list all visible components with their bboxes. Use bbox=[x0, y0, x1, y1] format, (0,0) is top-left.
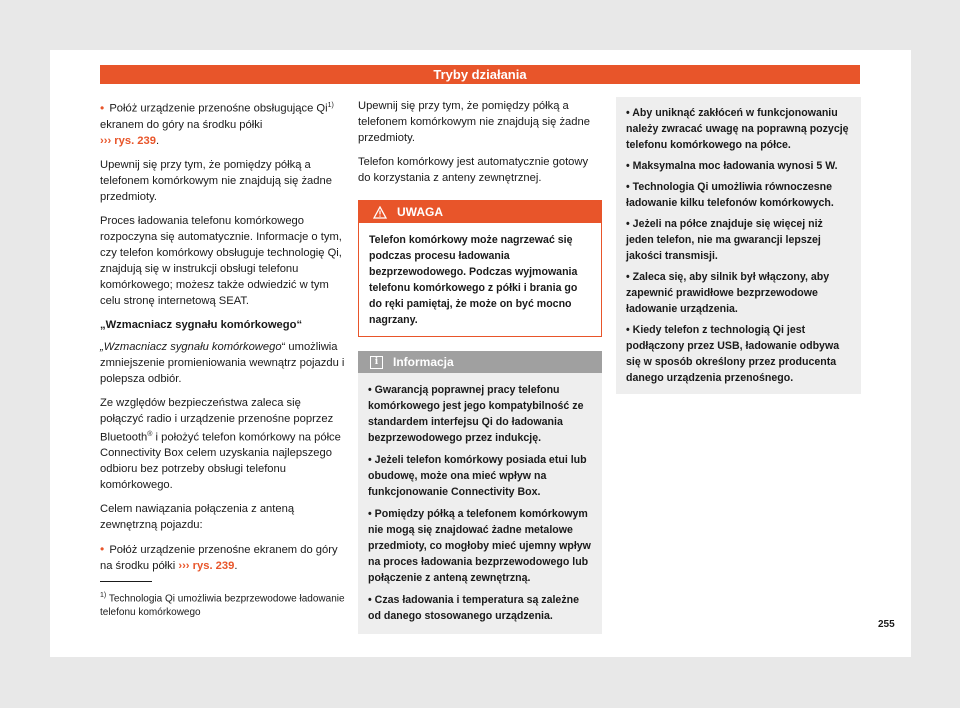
footnote-divider bbox=[100, 581, 152, 582]
figure-ref-link[interactable]: rys. 239 bbox=[114, 134, 156, 147]
column-right bbox=[616, 97, 861, 394]
info-bullet: • Czas ładowania i temperatura są zależne od danego stosowanego urządzenia. bbox=[368, 594, 579, 622]
bullet-dot-icon: • bbox=[100, 100, 105, 115]
info-header bbox=[358, 351, 602, 373]
paragraph-text: Upewnij się przy tym, że pomiędzy półką a telefonem komórkowym nie znajdują się żadne przedmioty. bbox=[358, 100, 590, 144]
paragraph-text: Upewnij się przy tym, że pomiędzy półką a telefonem komórkowym nie znajdują się żadne przedmioty. bbox=[100, 158, 332, 203]
paragraph-text: Ze względów bezpieczeństwa zaleca się połączyć radio i urządzenie przenośne poprzez Bluetooth® i położyć telefon komórkowy na półce Connectivity Box celem uzyskania najlepszego odbioru bez potrzeby obsługi telefonu komórkowego. bbox=[100, 396, 341, 492]
figure-ref-arrow[interactable]: ››› bbox=[178, 560, 190, 573]
info-bullet: • Jeżeli telefon komórkowy posiada etui lub obudowę, może ona mieć wpływ na funkcjonowanie Connectivity Box. bbox=[368, 454, 587, 498]
info-icon: i bbox=[370, 356, 383, 369]
figure-ref-link[interactable]: rys. 239 bbox=[192, 560, 235, 573]
note-bullet: • Maksymalna moc ładowania wynosi 5 W. bbox=[626, 160, 838, 172]
footnote-marker: 1) bbox=[100, 592, 107, 599]
info-bullet: • Pomiędzy półką a telefonem komórkowym nie mogą się znajdować żadne metalowe przedmioty, co mogłoby mieć ujemny wpływ na proces ładowania bezprzewodowego lub połączenie z anteną zewnętrzną. bbox=[368, 508, 591, 584]
column-left bbox=[100, 98, 345, 582]
note-bullet: • Aby uniknąć zakłóceń w funkcjonowaniu należy zwracać uwagę na poprawną pozycję telefonu komórkowego na półce. bbox=[626, 107, 849, 151]
paragraph-text: Telefon komórkowy jest automatycznie gotowy do korzystania z anteny zewnętrznej. bbox=[358, 156, 589, 184]
warning-title: UWAGA bbox=[397, 205, 443, 219]
note-bullet: • Kiedy telefon z technologią Qi jest podłączony przez USB, ładowanie odbywa się w sposób określony przez producenta danego urządzenia przenośnego. bbox=[626, 324, 840, 384]
note-bullet: • Technologia Qi umożliwia równoczesne ładowanie kilku telefonów komórkowych. bbox=[626, 181, 834, 209]
footnote-text: Technologia Qi umożliwia bezprzewodowe ładowanie telefonu komórkowego bbox=[100, 593, 345, 619]
page-number: 255 bbox=[878, 619, 895, 630]
info-title: Informacja bbox=[393, 355, 454, 369]
figure-ref-arrow[interactable]: ››› bbox=[100, 134, 112, 147]
instruction-step-1: • Połóż urządzenie przenośne obsługujące Qi$^{1)}$ ekranem do góry na środku półki ››› rys. 239. bbox=[100, 100, 334, 147]
footnote-marker[interactable]: 1) bbox=[327, 102, 334, 109]
warning-text: Telefon komórkowy może nagrzewać się podczas procesu ładowania bezprzewodowego. Podczas wyjmowania telefonu komórkowego z półki i brania go do ręki pamiętaj, że może on być mocno nagrzany. bbox=[369, 234, 578, 326]
instruction-step-2: • Połóż urządzenie przenośne ekranem do góry na środku półki ››› rys. 239. bbox=[100, 542, 338, 573]
warning-triangle-icon bbox=[373, 206, 387, 219]
bullet-dot-icon: • bbox=[100, 542, 105, 557]
notes-box bbox=[616, 97, 861, 394]
paragraph-text: Proces ładowania telefonu komórkowego rozpoczyna się automatycznie. Informacje o tym, czy telefon komórkowy obsługuje technologię Qi, znajdują się w instrukcji obsługi telefonu komórkowego; możesz także odwiedzić w tym celu stronę internetową SEAT. bbox=[100, 214, 342, 307]
note-bullet: • Jeżeli na półce znajduje się więcej niż jeden telefon, nie ma gwarancji lepszej jakości transmisji. bbox=[626, 218, 823, 262]
warning-header bbox=[359, 201, 601, 223]
paragraph-text: Celem nawiązania połączenia z anteną zewnętrzną pojazdu: bbox=[100, 503, 295, 532]
page-header: Tryby działania bbox=[100, 65, 860, 84]
warning-box bbox=[358, 200, 602, 337]
paragraph-text: „Wzmacniacz sygnału komórkowego“ umożliwia zmniejszenie promieniowania wewnątrz pojazdu i polepsza odbiór. bbox=[100, 340, 345, 385]
footnote bbox=[100, 589, 345, 620]
info-box bbox=[358, 351, 602, 634]
section-subheading: „Wzmacniacz sygnału komórkowego“ bbox=[100, 318, 303, 331]
info-text: • Gwarancją poprawnej pracy telefonu komórkowego jest jego kompatybilność ze standardem interfejsu Qi do ładowania bezprzewodowego przez indukcję. bbox=[368, 384, 584, 444]
column-middle bbox=[358, 98, 602, 634]
note-bullet: • Zaleca się, aby silnik był włączony, aby zapewnić prawidłowe bezprzewodowe ładowanie urządzenia. bbox=[626, 271, 830, 315]
